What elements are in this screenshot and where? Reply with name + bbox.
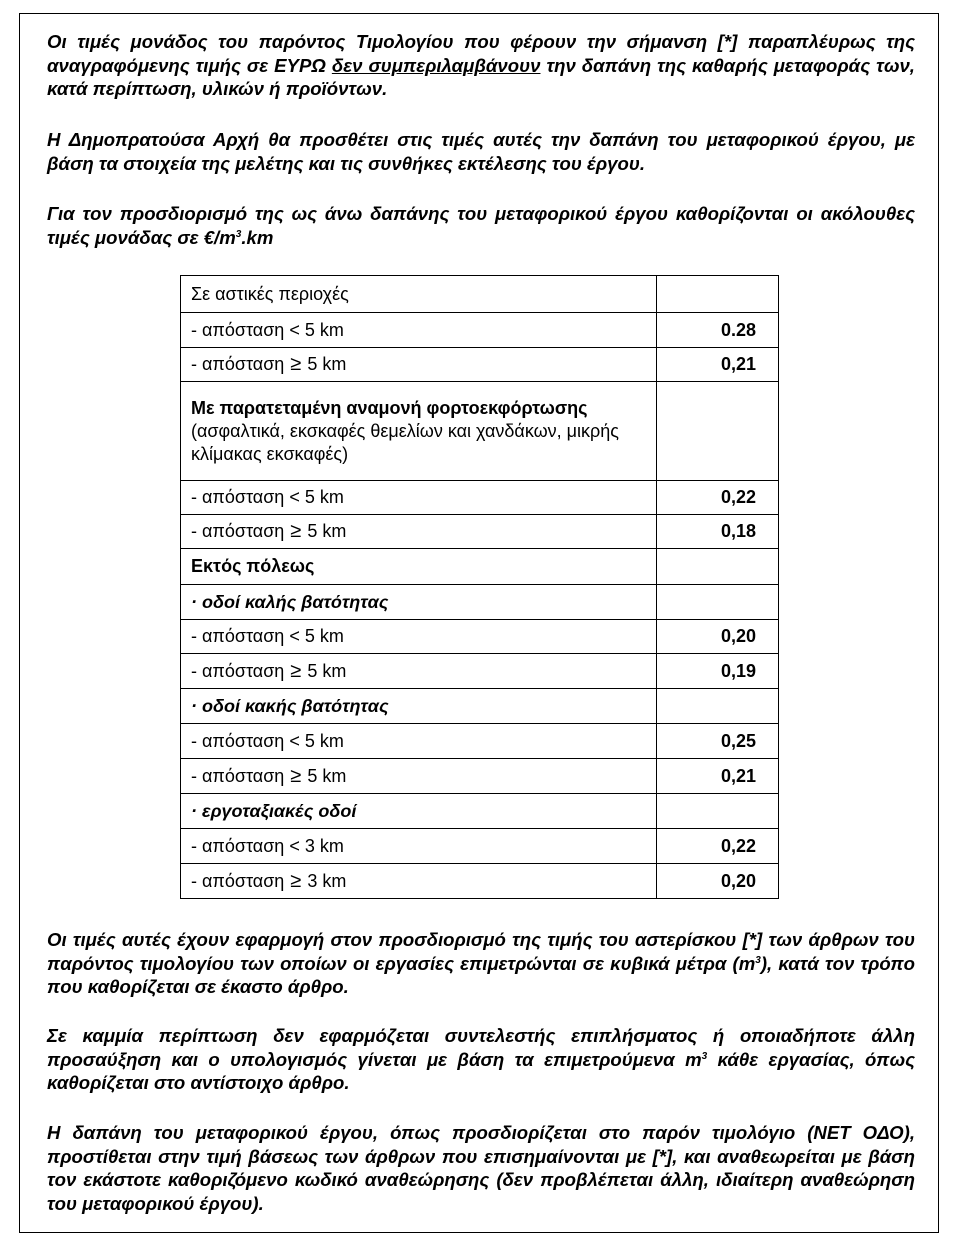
greater-equal-symbol: ≥ (290, 353, 302, 375)
good-roads-heading: · οδοί καλής βατότητας (181, 585, 657, 620)
urban-lt5-value: 0.28 (656, 313, 778, 348)
good-lt5-label: - απόσταση < 5 km (181, 620, 657, 654)
urban-ge5-label: - απόσταση ≥ 5 km (181, 348, 657, 382)
transport-rates-table (180, 275, 779, 899)
site-ge3-value: 0,20 (656, 864, 778, 899)
intro-paragraph-1: Οι τιμές μονάδος του παρόντος Τιμολογίου που φέρουν την σήμανση [*] παραπλέυρως της αναγραφόμενης τιμής σε ΕΥΡΩ δεν συμπεριλαμβάνουν την δαπάνη της καθαρής μεταφοράς των, κατά περίπτωση, υλικών ή προϊόντων. (47, 31, 915, 99)
site-lt3-label: - απόσταση < 3 km (181, 829, 657, 864)
table-row (181, 549, 779, 585)
bad-ge5-value: 0,21 (656, 759, 778, 794)
greater-equal-symbol: ≥ (290, 869, 302, 892)
greater-equal-symbol: ≥ (290, 659, 302, 682)
intro-paragraph-2: Η Δημοπρατούσα Αρχή θα προσθέτει στις τιμές αυτές την δαπάνη του μεταφορικού έργου, με βάση τα στοιχεία της μελέτης και τις συνθήκες εκτέλεσης του έργου. (47, 129, 915, 174)
delay-lt5-value: 0,22 (656, 481, 778, 515)
good-lt5-value: 0,20 (656, 620, 778, 654)
outro-paragraph-3: Η δαπάνη του μεταφορικού έργου, όπως προσδιορίζεται στο παρόν τιμολόγιο (ΝΕΤ ΟΔΟ), προστίθεται στην τιμή βάσεως των άρθρων που επισημαίνονται με [*], και αναθεωρείται με βάση τον εκάστοτε καθοριζόμενο κωδικό αναθεώρησης (δεν προβλέπεται άλλη, ιδιαίτερη αναθεώρηση του μεταφορικού έργου). (47, 1122, 915, 1214)
out-of-town-heading: Εκτός πόλεως (181, 549, 657, 585)
table-row (181, 276, 779, 313)
table-row (181, 585, 779, 620)
table-row (181, 829, 779, 864)
outro-paragraph-1: Οι τιμές αυτές έχουν εφαρμογή στον προσδιορισμό της τιμής του αστερίσκου [*] των άρθρων του παρόντος τιμολογίου των οποίων οι εργασίες επιμετρώνται σε κυβικά μέτρα $(m^3)$, κατά τον τρόπο που καθορίζεται σε έκαστο άρθρο. (47, 929, 916, 997)
delay-heading: Με παρατεταμένη αναμονή φορτοεκφόρτωσης (ασφαλτικά, εκσκαφές θεμελίων και χανδάκων, μικρής κλίμακας εκσκαφές) (181, 382, 657, 481)
delay-ge5-value: 0,18 (656, 515, 778, 549)
table-row (181, 724, 779, 759)
table-row (181, 313, 779, 348)
urban-areas-heading: Σε αστικές περιοχές (181, 276, 657, 313)
bad-lt5-label: - απόσταση < 5 km (181, 724, 657, 759)
table-row (181, 515, 779, 549)
table-row (181, 794, 779, 829)
table-row (181, 654, 779, 689)
good-ge5-value: 0,19 (656, 654, 778, 689)
urban-lt5-label: - απόσταση < 5 km (181, 313, 657, 348)
table-row (181, 689, 779, 724)
site-ge3-label: - απόσταση ≥ 3 km (181, 864, 657, 899)
table-row (181, 620, 779, 654)
greater-equal-symbol: ≥ (290, 520, 302, 542)
table-row (181, 348, 779, 382)
not-included-underlined: δεν συμπεριλαμβάνουν (331, 54, 541, 76)
table-row (181, 864, 779, 899)
delay-lt5-label: - απόσταση < 5 km (181, 481, 657, 515)
intro-paragraph-3: Για τον προσδιορισμό της ως άνω δαπάνης του μεταφορικού έργου καθορίζονται οι ακόλουθες τιμές μονάδας σε $€/m^3.km$ (47, 203, 915, 248)
bad-lt5-value: 0,25 (656, 724, 778, 759)
good-ge5-label: - απόσταση ≥ 5 km (181, 654, 657, 689)
delay-ge5-label: - απόσταση ≥ 5 km (181, 515, 657, 549)
table-row (181, 481, 779, 515)
outro-paragraph-2: Σε καμμία περίπτωση δεν εφαρμόζεται συντελεστής επιπλήσματος ή οποιαδήποτε άλλη προσαύξηση και ο υπολογισμός γίνεται με βάση τα επιμετρούμενα $m^3$ κάθε εργασίας, όπως καθορίζεται στο αντίστοιχο άρθρο. (47, 1025, 915, 1093)
table-row (181, 759, 779, 794)
urban-ge5-value: 0,21 (656, 348, 778, 382)
bad-roads-heading: · οδοί κακής βατότητας (181, 689, 657, 724)
table-row (181, 382, 779, 481)
greater-equal-symbol: ≥ (290, 764, 302, 787)
site-roads-heading: · εργοταξιακές οδοί (181, 794, 657, 829)
bad-ge5-label: - απόσταση ≥ 5 km (181, 759, 657, 794)
site-lt3-value: 0,22 (656, 829, 778, 864)
